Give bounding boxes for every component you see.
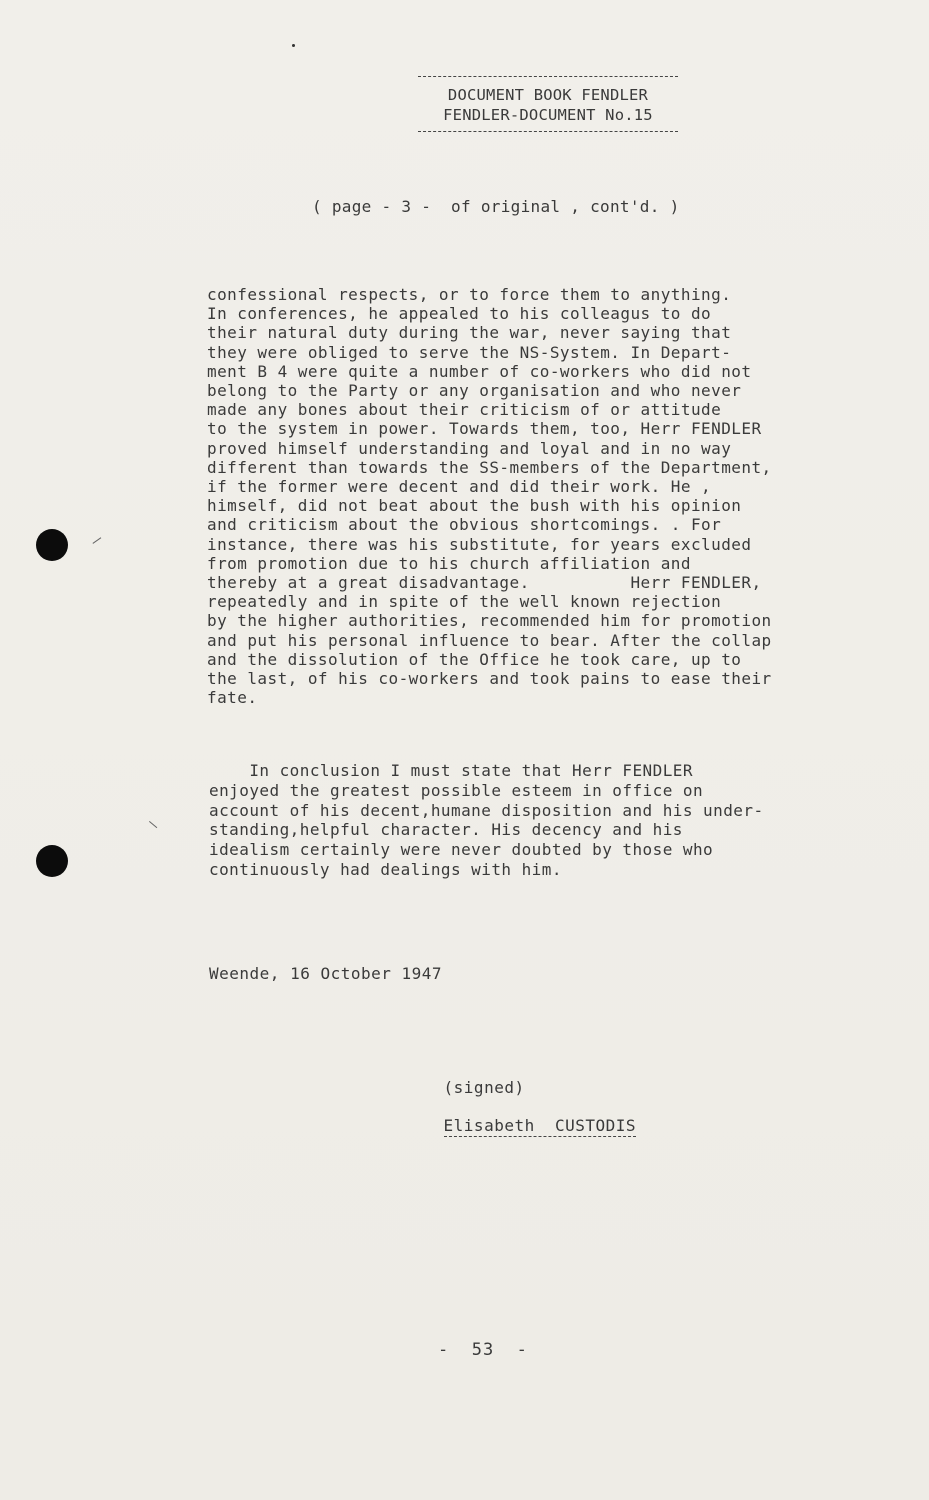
text-line: account of his decent,humane disposition and his under-: [209, 800, 764, 820]
ink-speck: [292, 44, 295, 47]
text-line: to the system in power. Towards them, too, Herr FENDLER: [207, 419, 762, 439]
stray-mark: [93, 537, 102, 544]
text-line: the last, of his co-workers and took pains to ease their: [207, 669, 772, 689]
header-rule-top: [418, 76, 678, 77]
text-line: In conclusion I must state that Herr FENDLER: [209, 761, 693, 780]
text-line: In conferences, he appealed to his colleagus to do: [207, 304, 712, 324]
header-document-number: FENDLER-DOCUMENT No.15: [443, 106, 653, 124]
page-number: - 53 -: [438, 1340, 528, 1360]
text-line: ment B 4 were quite a number of co-workers who did not: [207, 361, 752, 381]
text-line: standing,helpful character. His decency and his: [209, 820, 683, 840]
text-line: instance, there was his substitute, for years excluded: [207, 534, 752, 554]
text-line: different than towards the SS-members of the Department,: [207, 457, 772, 477]
text-line: thereby at a great disadvantage. Herr FENDLER,: [207, 573, 762, 593]
header-title: DOCUMENT BOOK FENDLER: [447, 86, 649, 104]
text-line: himself, did not beat about the bush with his opinion: [207, 496, 742, 516]
text-line: by the higher authorities, recommended him for promotion: [207, 611, 772, 631]
text-line: from promotion due to his church affiliation and: [207, 553, 691, 573]
text-line: proved himself understanding and loyal and in no way: [207, 438, 732, 458]
text-line: repeatedly and in spite of the well known rejection: [207, 592, 722, 612]
text-line: idealism certainly were never doubted by those who: [209, 840, 714, 860]
text-line: their natural duty during the war, never saying that: [207, 323, 732, 343]
text-line: confessional respects, or to force them to anything.: [207, 285, 732, 304]
punch-hole-top: [36, 529, 68, 561]
page-reference: ( page - 3 - of original , cont'd. ): [312, 197, 680, 216]
stray-mark: [149, 821, 158, 828]
text-line: continuously had dealings with him.: [209, 859, 562, 879]
punch-hole-bottom: [36, 845, 68, 877]
signature-prefix: (signed): [443, 1078, 525, 1097]
text-line: they were obliged to serve the NS-System. In Depart-: [207, 342, 732, 362]
text-line: fate.: [207, 688, 258, 708]
text-line: and the dissolution of the Office he took care, up to: [207, 649, 742, 669]
conclusion-paragraph: [209, 761, 889, 880]
signature-block: [403, 1059, 636, 1154]
signature-name: Elisabeth CUSTODIS: [443, 1116, 637, 1135]
text-line: and put his personal influence to bear. After the collap: [207, 630, 772, 650]
document-header: [414, 76, 682, 132]
text-line: enjoyed the greatest possible esteem in office on: [209, 780, 704, 800]
text-line: belong to the Party or any organisation and who never: [207, 381, 742, 401]
text-line: made any bones about their criticism of or attitude: [207, 400, 722, 420]
text-line: if the former were decent and did their work. He ,: [207, 477, 712, 497]
place-date: Weende, 16 October 1947: [209, 964, 443, 983]
body-paragraph: [207, 285, 887, 707]
text-line: and criticism about the obvious shortcomings. . For: [207, 515, 722, 535]
header-rule-bottom: [418, 131, 678, 132]
